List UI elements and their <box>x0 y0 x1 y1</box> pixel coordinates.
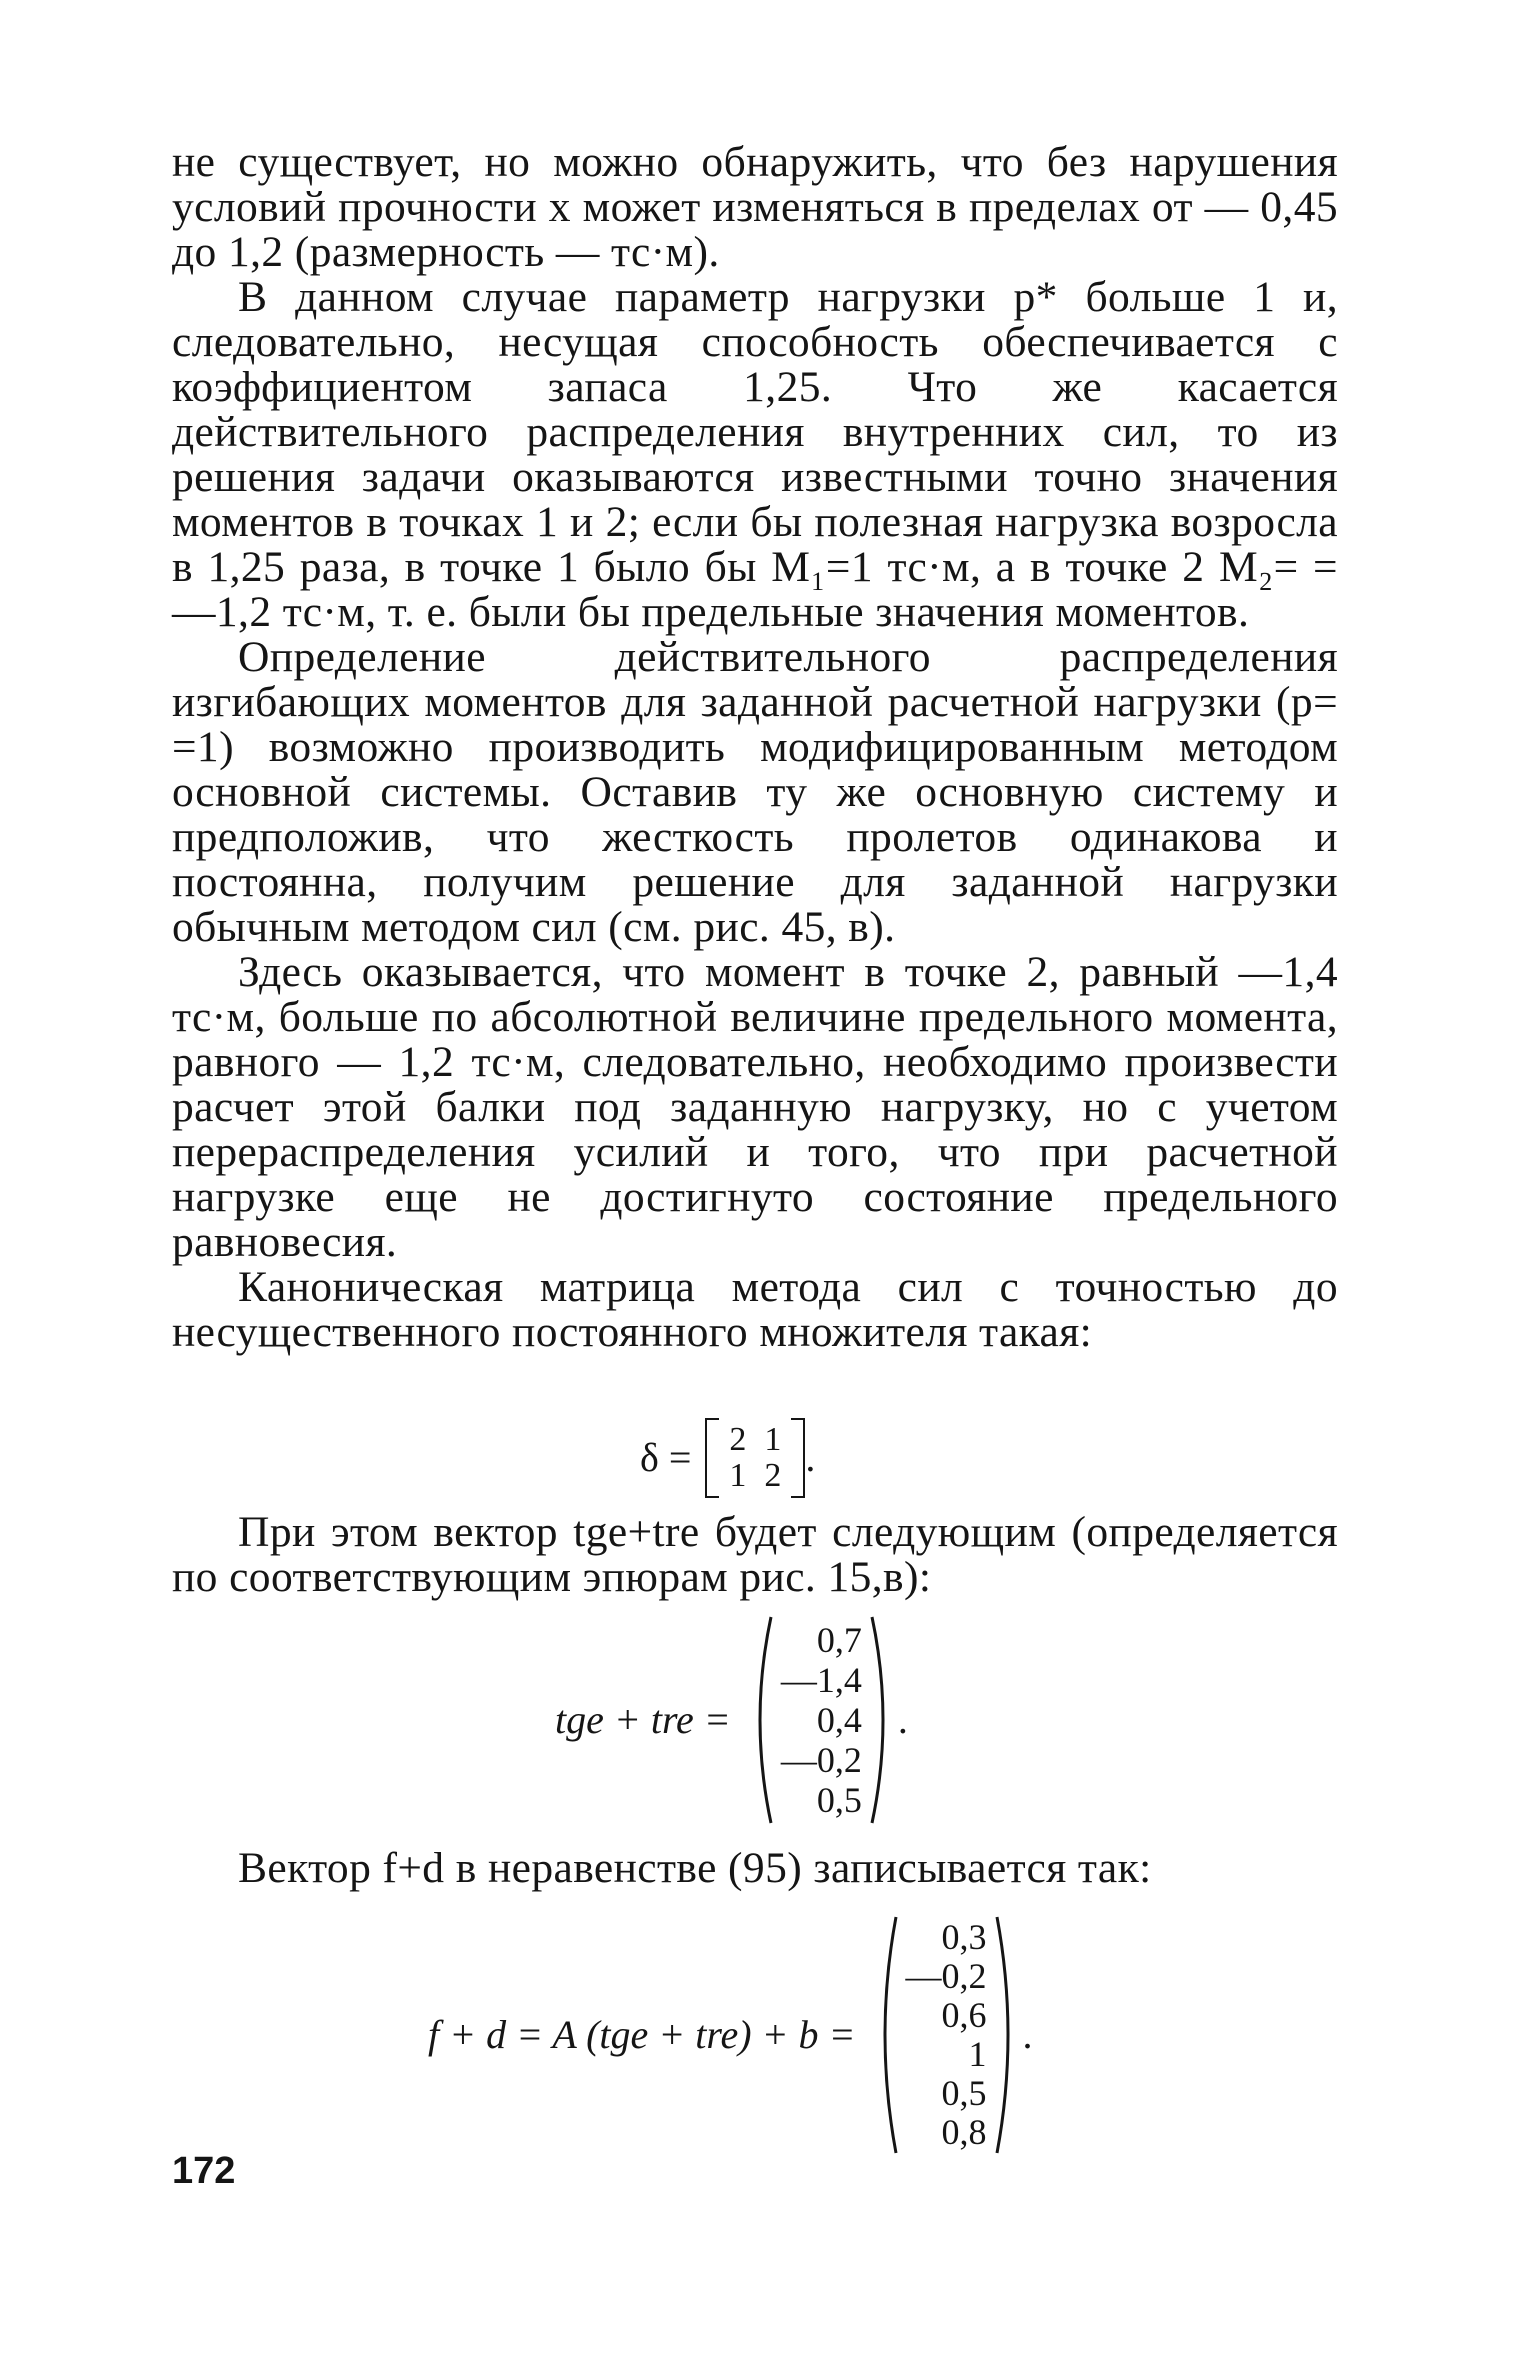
left-bracket <box>705 1418 719 1498</box>
vector-value: 0,5 <box>941 2073 987 2113</box>
matrix-cell: 2 <box>764 1457 782 1494</box>
vector-2-tail: . <box>1022 2012 1033 2057</box>
vector-1-values <box>775 1620 868 1820</box>
vector-2-formula <box>428 1915 1033 2155</box>
matrix-cell: 1 <box>729 1457 747 1494</box>
paragraph-4: Здесь оказывается, что момент в точке 2, равный —1,4 тс·м, больше по абсолютной величине предельного момента, равного — 1,2 тс·м, следовательно, необходимо произвести расчет этой балки под заданную нагрузку, но с учетом перераспределения усилий и того, что при расчетной нагрузке еще не достигнуто состояние предельного равновесия. <box>172 948 1338 1266</box>
right-paren-icon <box>993 1915 1023 2155</box>
vector-2-lhs: f + d = A (tge + tre) + b = <box>428 2012 856 2057</box>
vector-value: 0,4 <box>816 1700 862 1740</box>
paragraph-5: Каноническая матрица метода сил с точностью до несущественного постоянного множителя такая: <box>172 1263 1338 1356</box>
matrix-lhs: δ = <box>640 1435 692 1480</box>
vector-value: 0,7 <box>816 1620 862 1660</box>
right-paren-icon <box>868 1615 898 1825</box>
vector-value: —0,2 <box>905 1956 987 1996</box>
left-paren-icon <box>870 1915 900 2155</box>
matrix-formula <box>640 1418 815 1498</box>
vector-value: 0,6 <box>941 1995 987 2035</box>
vector-intro-text <box>172 1510 1338 1600</box>
body-text <box>172 140 1338 1355</box>
matrix-cell: 1 <box>764 1421 782 1458</box>
paragraph-vector-intro: При этом вектор tge+tre будет следующим (определяется по соответствующим эпюрам рис. 15,в): <box>172 1508 1338 1601</box>
vector-1-lhs: tge + tre = <box>555 1697 731 1742</box>
right-bracket <box>791 1418 805 1498</box>
vector-value: 0,8 <box>941 2112 987 2152</box>
fd-intro-text <box>172 1846 1338 1891</box>
vector-value: 0,5 <box>816 1780 862 1820</box>
paragraph-2: В данном случае параметр нагрузки p* больше 1 и, следовательно, несущая способность обеспечивается с коэффициентом запаса 1,25. Что же касается действительного распределения внутренних сил, то из решения задачи оказываются известными точно значения моментов в точках 1 и 2; если бы полезная нагрузка возросла в 1,25 раза, в точке 1 было бы M₁=1 тс·м, а в точке 2 M₂= = —1,2 тс·м, т. е. были бы предельные значения моментов. <box>172 273 1338 636</box>
vector-value: —0,2 <box>780 1740 862 1780</box>
paragraph-fd-intro: Вектор f+d в неравенстве (95) записывается так: <box>238 1844 1152 1892</box>
vector-value: —1,4 <box>780 1660 862 1700</box>
paragraph-1: не существует, но можно обнаружить, что без нарушения условий прочности x может изменяться в пределах от — 0,45 до 1,2 (размерность — тс·м). <box>172 138 1338 276</box>
matrix-cell: 2 <box>729 1421 747 1458</box>
left-paren-icon <box>745 1615 775 1825</box>
vector-value: 1 <box>968 2034 987 2074</box>
vector-1-formula <box>555 1615 908 1825</box>
vector-value: 0,3 <box>941 1917 987 1957</box>
matrix-grid <box>719 1418 791 1498</box>
matrix-tail: . <box>805 1435 816 1480</box>
vector-1-tail: . <box>897 1697 908 1742</box>
paragraph-3: Определение действительного распределения изгибающих моментов для заданной расчетной нагрузки (p= =1) возможно производить модифицированным методом основной системы. Оставив ту же основную систему и предположив, что жесткость пролетов одинакова и постоянна, получим решение для заданной нагрузки обычным методом сил (см. рис. 45, в). <box>172 633 1338 951</box>
vector-2-values <box>900 1918 993 2152</box>
page-number: 172 <box>172 2150 236 2192</box>
